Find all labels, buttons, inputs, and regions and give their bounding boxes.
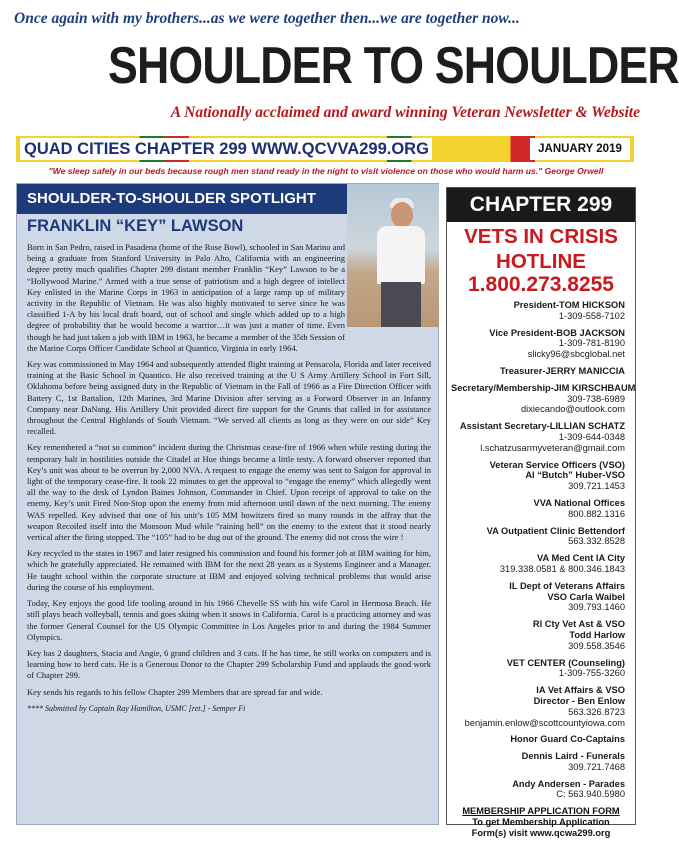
officer-entry xyxy=(451,553,625,575)
officer-phone[interactable]: 800.882.1316 xyxy=(568,508,625,519)
officer-phone[interactable]: 1-309-644-0348 xyxy=(558,431,625,442)
officer-title: Dennis Laird - Funerals xyxy=(521,751,625,762)
officer-entry xyxy=(451,751,625,773)
officer-entry xyxy=(451,300,625,322)
officer-phone[interactable]: 309.558.3546 xyxy=(568,640,625,651)
article-paragraph: Today, Key enjoys the good life tooling around in his 1966 Chevelle SS with his wife Carol in Hermosa Beach. He still plays beach volleyball, tennis and goes skiing when it snows in California. Carol is a practicing attorney and was the former General Counsel for the US Olympic Committee in Los Angeles prior to and during the 1984 Summer Olympics. xyxy=(27,598,431,642)
officer-entry xyxy=(451,619,625,651)
officer-subtitle: Al “Butch” Huber-VSO xyxy=(525,470,625,481)
officer-title: Assistant Secretary-LILLIAN SCHATZ xyxy=(459,421,625,432)
officer-entry xyxy=(451,498,625,520)
officer-title: Honor Guard Co-Captains xyxy=(510,734,625,745)
officer-entry xyxy=(451,779,625,801)
officer-title: Andy Andersen - Parades xyxy=(512,778,625,789)
officer-title: IA Vet Affairs & VSO xyxy=(536,685,625,696)
officer-email[interactable]: slicky96@sbcglobal.net xyxy=(527,349,625,360)
crisis-title-line1: VETS IN CRISIS xyxy=(464,225,618,248)
membership-line: To get Membership Application xyxy=(472,817,610,828)
officer-entry xyxy=(451,526,625,548)
officer-title: IL Dept of Veterans Affairs xyxy=(509,580,625,591)
article-signoff: **** Submitted by Captain Ray Hamilton, USMC [ret.] - Semper Fi xyxy=(27,703,246,713)
officer-entry xyxy=(451,734,625,745)
officer-email[interactable]: benjamin.enlow@scottcountyiowa.com xyxy=(464,717,625,728)
spotlight-heading: SHOULDER-TO-SHOULDER SPOTLIGHT xyxy=(17,184,347,214)
officer-title: RI Cty Vet Ast & VSO xyxy=(532,619,625,630)
officer-directory xyxy=(447,297,635,800)
officer-entry xyxy=(451,685,625,728)
article-paragraph: Born in San Pedro, raised in Pasadena (home of the Rose Bowl), schooled in San Marino and being a graduate from Stanford University in Palo Alto, California with an engineering degree pretty much qualifies Chapter 299 distant member Franklin “Key” Lawson to be a “Hollywood Marine.” Armed with a true sense of patriotism and a high degree of intellect Key enlisted in the Marine Corps in 1963 in anticipation of a large ramp up of military activity in the Republic of Vietnam. He was also highly motivated to serve since he was classified 1-A by his local draft board, out of school and single which added up to a high degree of probability that he would become a warrior…it was just a matter of time. Even though he had just taken a job with IBM in 1963, he became a member of the 35th Session of the Marine Corps Officer Candidate School at Quantico, Virginia in early 1964. xyxy=(27,242,345,353)
officer-email[interactable]: l.schatzusarmyveteran@gmail.com xyxy=(480,442,625,453)
chapter-sidebar xyxy=(446,187,636,838)
newsletter-subtitle: A Nationally acclaimed and award winning Veteran Newsletter & Website xyxy=(170,104,640,121)
officer-entry xyxy=(451,421,625,453)
officer-phone[interactable]: 563.326.8723 xyxy=(568,706,625,717)
membership-heading: MEMBERSHIP APPLICATION FORM xyxy=(462,806,620,817)
officer-phone[interactable]: 319.338.0581 & 800.346.1843 xyxy=(499,563,625,574)
officer-title: VA Med Cent IA City xyxy=(537,553,625,564)
officer-phone[interactable]: 1-309-755-3260 xyxy=(558,668,625,679)
article-paragraph: Key sends his regards to his fellow Chapter 299 Members that are spread far and wide. xyxy=(27,686,323,697)
chapter-heading: CHAPTER 299 xyxy=(447,188,635,222)
officer-phone[interactable]: 309.793.1460 xyxy=(568,602,625,613)
officer-phone[interactable]: 309-738-6989 xyxy=(567,393,625,404)
officer-title: Secretary/Membership-JIM KIRSCHBAUM xyxy=(451,382,636,393)
officer-entry xyxy=(451,658,625,680)
crisis-hotline-number[interactable]: 1.800.273.8255 xyxy=(468,273,614,296)
photo-head xyxy=(391,202,413,228)
officer-phone[interactable]: 563.332.8528 xyxy=(568,536,625,547)
issue-date: JANUARY 2019 xyxy=(530,138,630,160)
officer-entry xyxy=(451,366,625,377)
membership-link[interactable]: Form(s) visit www.qcwa299.org xyxy=(471,827,611,838)
officer-subtitle: VSO Carla Waibel xyxy=(547,591,625,602)
membership-info xyxy=(447,806,635,838)
officer-entry xyxy=(451,382,636,415)
officer-phone[interactable]: 1-309-781-8190 xyxy=(558,338,625,349)
spotlight-name: FRANKLIN “KEY” LAWSON xyxy=(27,217,244,235)
officer-entry xyxy=(451,460,625,492)
article-paragraph: Key remembered a “not so common” incident during the Christmas cease-fire of 1966 when while resting during the temporary halt in hostilities outside the Citadel at Hue things became a little testy. A forward observer reported that Key’s unit was about to be overrun by 2,000 NVA. A request to engage the enemy was sent to Saigon for approval in light of the temporary cease-fire. It took 22 minutes to get the approval to “engage the enemy” which allegedly went all the way to the desk of Lyndon Baines Johnson, Commander in Chief. Upon receipt of approval to take on the enemy, Key’s unit Fired Non-Stop upon the enemy from mid afternoon until dawn of the next morning. The enemy WAS repelled. Key advised that one of his unit’s 105 MM howitzers fired so many rounds in the affray that the weapon Recoiled itself into the Monsoon Mud while “raining hell” on the enemy to the extent that it stood nearly vertical after the firing stopped. The “105” had to be dug out of the ground. The enemy did not cross the wire ! xyxy=(27,442,431,543)
article-body xyxy=(27,242,431,719)
officer-phone[interactable]: C: 563.940.5980 xyxy=(556,789,625,800)
tagline: Once again with my brothers...as we were together then...we are together now... xyxy=(14,10,520,27)
officer-title: Vice President-BOB JACKSON xyxy=(489,327,625,338)
spotlight-article xyxy=(16,183,439,825)
officer-title: Treasurer-JERRY MANICCIA xyxy=(499,365,625,376)
officer-title: President-TOM HICKSON xyxy=(513,300,625,310)
article-paragraph: Key was commissioned in May 1964 and subsequently attended flight training at Pensacola, Florida and later received training at the Basic School in Quantico. He also received training at the U S Army Artillery School in Fort Sill, Oklahoma before being assigned duty in the Republic of Vietnam in the Fall of 1966 as a Fire Direction Officer with Battery C, 1st Battalion, 12th Marines, 3rd Marine Division after serving as a Forward Observer in an Infantry Company near DaNang. His Artillery Unit provided direct fire support for the Grunts that called in for assistance throughout the Central Highlands of South Vietnam. “We served all clients as long as they were on our side” Key recalled. xyxy=(27,359,431,437)
newsletter-title: SHOULDER TO SHOULDER xyxy=(108,37,679,95)
article-paragraph: Key recycled to the states in 1967 and later resigned his commission and found his former job at IBM waiting for him, which he gratefully appreciated. He remained with IBM for the next 28 years as a Systems Engineer and a Manager. He taught school within the corporate structure at IBM and enjoyed solving technical problems that would arise during the course of his employment. xyxy=(27,548,431,592)
orwell-quote: "We sleep safely in our beds because rough men stand ready in the night to visit violence on those who would harm us." George Orwell xyxy=(48,166,604,176)
officer-entry xyxy=(451,581,625,613)
officer-title: VET CENTER (Counseling) xyxy=(506,657,625,668)
ribbon-banner xyxy=(16,136,634,162)
officer-phone[interactable]: 309.721.1453 xyxy=(568,481,625,492)
officer-title: Veteran Service Officers (VSO) xyxy=(489,459,625,470)
officer-subtitle: Director - Ben Enlow xyxy=(533,695,625,706)
crisis-title-line2: HOTLINE xyxy=(496,250,586,273)
officer-phone[interactable]: 309.721.7468 xyxy=(568,761,625,772)
officer-phone[interactable]: 1-309-558-7102 xyxy=(558,310,625,321)
officer-title: VVA National Offices xyxy=(533,497,625,508)
chapter-website-label: QUAD CITIES CHAPTER 299 WWW.QCVVA299.ORG xyxy=(20,138,432,160)
officer-email[interactable]: dixiecando@outlook.com xyxy=(520,404,625,415)
officer-title: VA Outpatient Clinic Bettendorf xyxy=(486,525,625,536)
officer-subtitle: Todd Harlow xyxy=(569,629,625,640)
article-paragraph: Key has 2 daughters, Stacia and Angie, 6 grand children and 3 cats. If he has time, he still works on computers and is learning how to herd cats. He is a Generous Donor to the Chapter 299 Scholarship Fund and applauds the good work of Chapter 299. xyxy=(27,647,431,681)
officer-entry xyxy=(451,328,625,360)
